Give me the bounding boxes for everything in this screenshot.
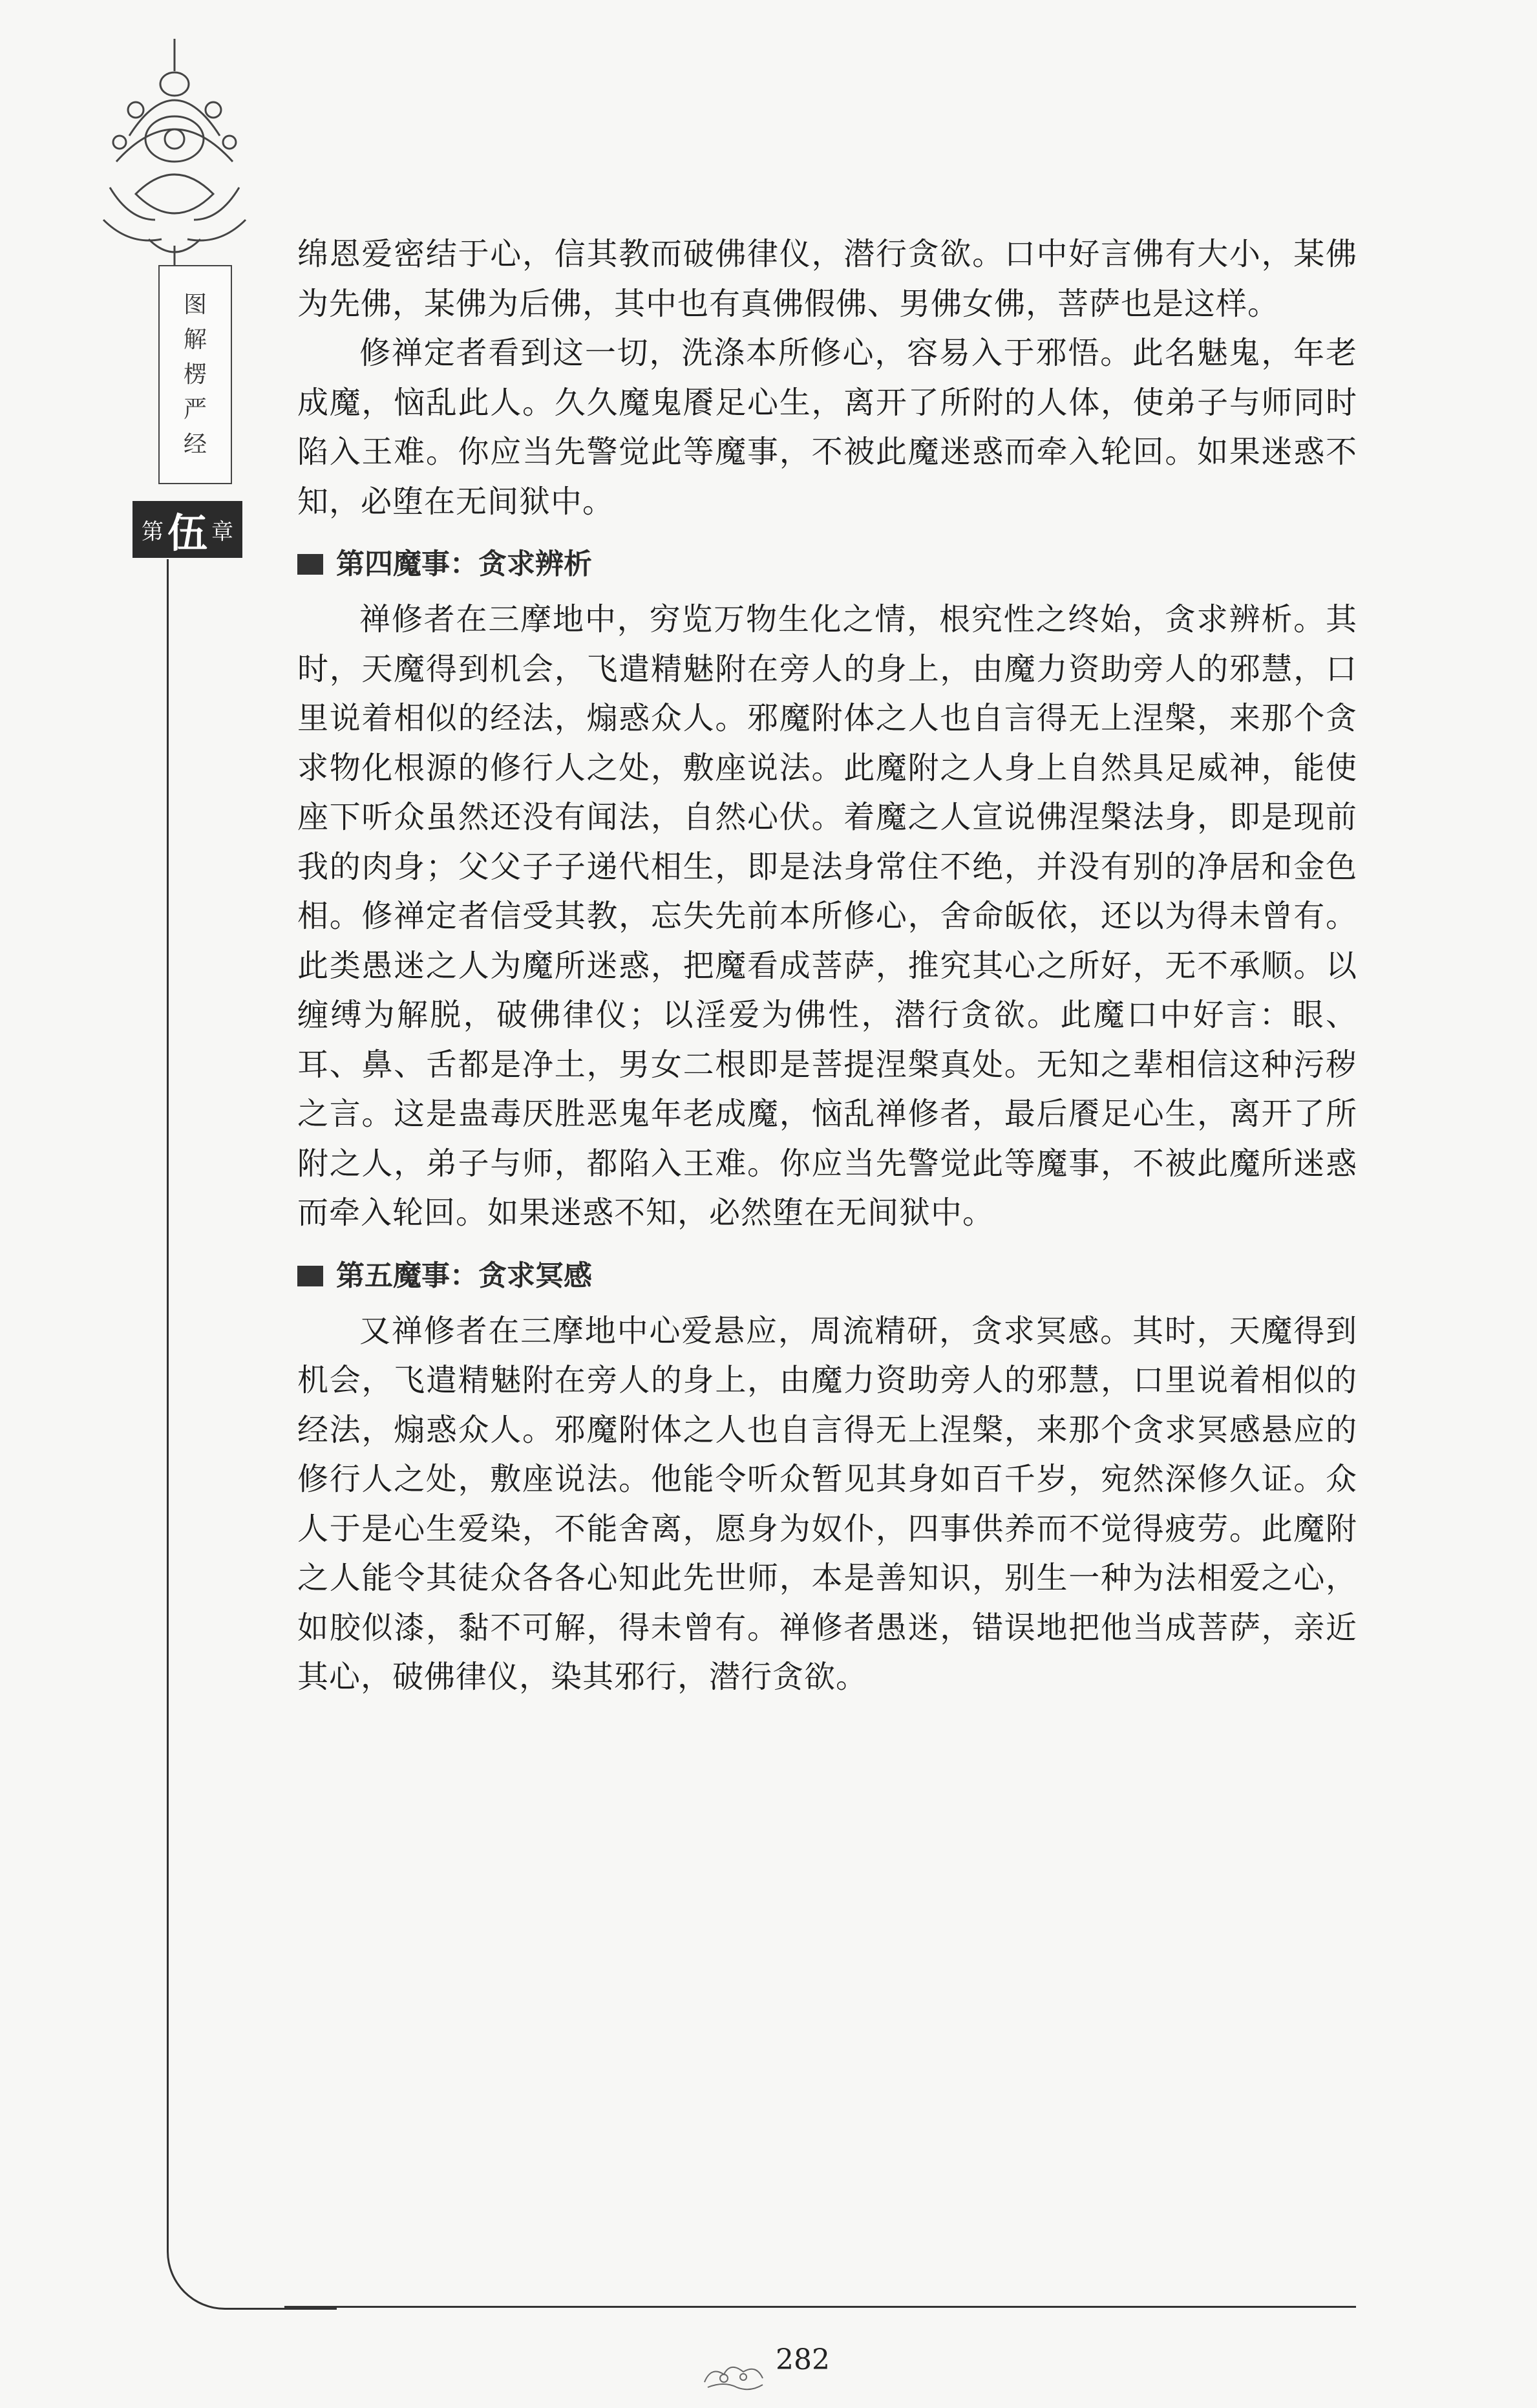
chapter-number: 伍 (167, 509, 207, 557)
lotus-ornament-icon (90, 26, 265, 284)
paragraph: 又禅修者在三摩地中心爱悬应，周流精研，贪求冥感。其时，天魔得到机会，飞遣精魅附在旁人的身上，由魔力资助旁人的邪慧，口里说着相似的经法，煽惑众人。邪魔附体之人也自言得无上涅槃，来那个贪求冥感悬应的修行人之处，敷座说法。他能令听众暂见其身如百千岁，宛然深修久证。众人于是心生爱染，不能舍离，愿身为奴仆，四事供养而不觉得疲劳。此魔附之人能令其徒众各各心知此先世师，本是善知识，别生一种为法相爱之心，如胶似漆，黏不可解，得未曾有。禅修者愚迷，错误地把他当成菩萨，亲近其心，破佛律仪，染其邪行，潜行贪欲。 (297, 1312, 1357, 1695)
paragraph: 绵恩爱密结于心，信其教而破佛律仪，潜行贪欲。口中好言佛有大小，某佛为先佛，某佛为后佛，其中也有真佛假佛、男佛女佛，菩萨也是这样。 (297, 236, 1357, 322)
square-bullet-icon (297, 554, 323, 575)
cloud-ornament-icon (698, 2356, 769, 2395)
section-heading (297, 538, 1357, 591)
section-heading-text: 第四魔事：贪求辨析 (336, 548, 592, 581)
main-text (297, 229, 1357, 1702)
chapter-tab (132, 501, 242, 558)
chapter-prefix: 第 (141, 518, 164, 545)
book-title-char: 经 (183, 431, 207, 458)
book-title-char: 严 (183, 396, 207, 423)
page-footer (698, 2343, 853, 2408)
footer-rule (284, 2306, 1356, 2308)
paragraph: 修禅定者看到这一切，洗涤本所修心，容易入于邪悟。此名魅鬼，年老成魔，恼乱此人。久久魔鬼餍足心生，离开了所附的人体，使弟子与师同时陷入王难。你应当先警觉此等魔事，不被此魔迷惑而牵入轮回。如果迷惑不知，必堕在无间狱中。 (297, 335, 1357, 520)
book-title-char: 图 (183, 291, 207, 318)
book-title-char: 解 (183, 326, 207, 353)
book-title-char: 楞 (183, 361, 207, 388)
paragraph: 禅修者在三摩地中，穷览万物生化之情，根究性之终始，贪求辨析。其时，天魔得到机会，飞遣精魅附在旁人的身上，由魔力资助旁人的邪慧，口里说着相似的经法，煽惑众人。邪魔附体之人也自言得无上涅槃，来那个贪求物化根源的修行人之处，敷座说法。此魔附之人身上自然具足威神，能使座下听众虽然还没有闻法，自然心伏。着魔之人宣说佛涅槃法身，即是现前我的肉身；父父子子递代相生，即是法身常住不绝，并没有别的净居和金色相。修禅定者信受其教，忘失先前本所修心，舍命皈依，还以为得未曾有。此类愚迷之人为魔所迷惑，把魔看成菩萨，推究其心之所好，无不承顺。以缠缚为解脱，破佛律仪；以淫爱为佛性，潜行贪欲。此魔口中好言：眼、耳、鼻、舌都是净土，男女二根即是菩提涅槃真处。无知之辈相信这种污秽之言。这是蛊毒厌胜恶鬼年老成魔，恼乱禅修者，最后餍足心生，离开了所附之人，弟子与师，都陷入王难。你应当先警觉此等魔事，不被此魔所迷惑而牵入轮回。如果迷惑不知，必然堕在无间狱中。 (297, 601, 1357, 1231)
square-bullet-icon (297, 1266, 323, 1286)
section-heading (297, 1250, 1357, 1303)
chapter-suffix: 章 (211, 518, 233, 545)
section-heading-text: 第五魔事：贪求冥感 (336, 1259, 592, 1292)
page-number: 282 (776, 2343, 830, 2376)
book-title-tab (158, 265, 232, 484)
